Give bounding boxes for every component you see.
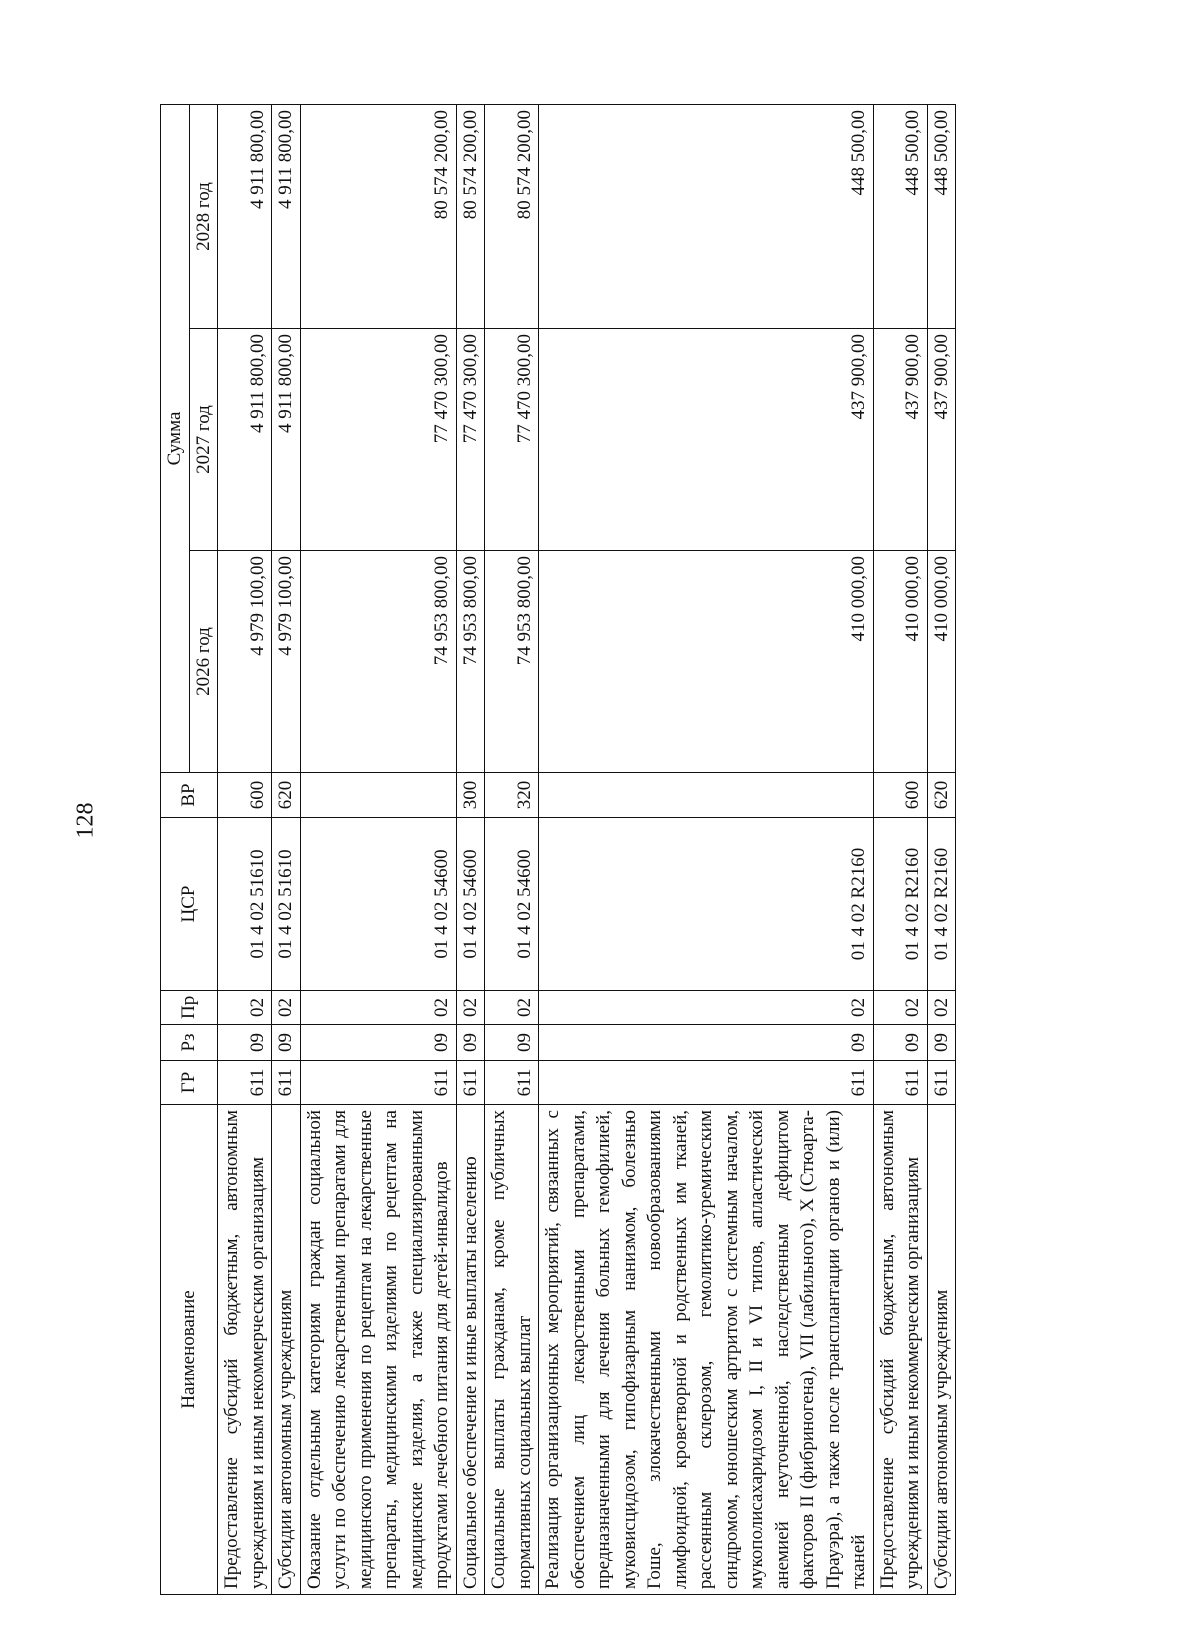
cell-2026: 74 953 800,00 [300,551,456,773]
cell-2028: 448 500,00 [539,104,874,328]
cell-gr: 611 [927,1061,956,1105]
cell-2027: 4 911 800,00 [218,329,272,551]
cell-pr: 02 [873,991,927,1025]
cell-rz: 09 [300,1025,456,1061]
header-row-main [161,104,190,1594]
cell-vr: 600 [218,773,272,818]
cell-vr [539,773,874,818]
cell-2028: 448 500,00 [873,104,927,328]
cell-gr: 611 [456,1061,485,1105]
cell-csr: 01 4 02 R2160 [539,818,874,991]
cell-pr: 02 [485,991,539,1025]
header-csr: ЦСР [161,818,218,991]
cell-csr: 01 4 02 54600 [485,818,539,991]
table-row [218,104,272,1594]
table-row [485,104,539,1594]
cell-gr: 611 [218,1061,272,1105]
cell-rz: 09 [927,1025,956,1061]
cell-2026: 410 000,00 [873,551,927,773]
cell-2028: 4 911 800,00 [272,104,301,328]
cell-name: Субсидии автономным учреждениям [927,1105,956,1595]
budget-table [160,104,956,1595]
cell-2027: 4 911 800,00 [272,329,301,551]
cell-name: Субсидии автономным учреждениям [272,1105,301,1595]
cell-2026: 74 953 800,00 [456,551,485,773]
cell-2027: 77 470 300,00 [300,329,456,551]
cell-2026: 4 979 100,00 [272,551,301,773]
table-row [272,104,301,1594]
page-number [66,780,106,860]
cell-csr: 01 4 02 54600 [456,818,485,991]
rotated-content [160,105,1018,1595]
cell-name: Предоставление субсидий бюджетным, автономным учреждениям и иным некоммерческим организациям [218,1105,272,1595]
cell-gr: 611 [485,1061,539,1105]
cell-pr: 02 [218,991,272,1025]
cell-csr: 01 4 02 R2160 [873,818,927,991]
cell-pr: 02 [927,991,956,1025]
cell-gr: 611 [873,1061,927,1105]
header-gr: ГР [161,1061,218,1105]
cell-name: Предоставление субсидий бюджетным, автономным учреждениям и иным некоммерческим организациям [873,1105,927,1595]
cell-csr: 01 4 02 51610 [218,818,272,991]
header-name: Наименование [161,1105,218,1595]
header-sum: Сумма [161,104,190,772]
header-rz: Рз [161,1025,218,1061]
cell-csr: 01 4 02 54600 [300,818,456,991]
cell-2027: 77 470 300,00 [456,329,485,551]
cell-2028: 448 500,00 [927,104,956,328]
cell-rz: 09 [485,1025,539,1061]
cell-rz: 09 [539,1025,874,1061]
cell-2026: 4 979 100,00 [218,551,272,773]
cell-2027: 437 900,00 [873,329,927,551]
cell-vr: 620 [272,773,301,818]
cell-2028: 80 574 200,00 [456,104,485,328]
cell-vr: 320 [485,773,539,818]
cell-pr: 02 [456,991,485,1025]
table-row [927,104,956,1594]
cell-2027: 77 470 300,00 [485,329,539,551]
cell-rz: 09 [456,1025,485,1061]
cell-vr: 620 [927,773,956,818]
cell-rz: 09 [272,1025,301,1061]
table-row [456,104,485,1594]
cell-name: Оказание отдельным категориям граждан социальной услуги по обеспечению лекарственными препаратами для медицинского применения по рецептам на лекарственные препараты, медицинскими изделиями по рецептам на медицинские изделия, а также специализированными продуктами лечебного питания для детей-инвалидов [300,1105,456,1595]
cell-2028: 80 574 200,00 [300,104,456,328]
table-rotation-frame [160,105,1018,1595]
cell-2028: 80 574 200,00 [485,104,539,328]
cell-2028: 4 911 800,00 [218,104,272,328]
cell-pr: 02 [272,991,301,1025]
cell-name: Социальные выплаты гражданам, кроме публичных нормативных социальных выплат [485,1105,539,1595]
cell-csr: 01 4 02 R2160 [927,818,956,991]
cell-2027: 437 900,00 [539,329,874,551]
cell-2026: 410 000,00 [927,551,956,773]
cell-name: Реализация организационных мероприятий, связанных с обеспечением лиц лекарственными препаратами, предназначенными для лечения больных гемофилией, муковисцидозом, гипофизарным нанизмом, болезнью Гоше, злокачественными новообразованиями лимфоидной, кроветворной и родственных им тканей, рассеянным склерозом, гемолитико-уремическим синдромом, юношеским артритом с системным началом, мукополисахаридозом I, II и VI типов, апластической анемией неуточненной, наследственным дефицитом факторов II (фибриногена), VII (лабильного), X (Стюарта-Прауэра), а также после трансплантации органов и (или) тканей [539,1105,874,1595]
table-row [539,104,874,1594]
header-year-2026: 2026 год [189,551,218,773]
cell-vr: 600 [873,773,927,818]
cell-2026: 410 000,00 [539,551,874,773]
table-row [300,104,456,1594]
cell-csr: 01 4 02 51610 [272,818,301,991]
header-vr: ВР [161,773,218,818]
header-year-2027: 2027 год [189,329,218,551]
cell-rz: 09 [218,1025,272,1061]
header-pr: Пр [161,991,218,1025]
table-header [161,104,218,1594]
cell-gr: 611 [300,1061,456,1105]
cell-2027: 437 900,00 [927,329,956,551]
cell-gr: 611 [272,1061,301,1105]
cell-gr: 611 [539,1061,874,1105]
cell-vr: 300 [456,773,485,818]
cell-pr: 02 [300,991,456,1025]
table-body [218,104,956,1594]
cell-name: Социальное обеспечение и иные выплаты населению [456,1105,485,1595]
table-row [873,104,927,1594]
header-year-2028: 2028 год [189,104,218,328]
cell-rz: 09 [873,1025,927,1061]
cell-pr: 02 [539,991,874,1025]
page-number-text: 128 [72,802,99,838]
cell-vr [300,773,456,818]
cell-2026: 74 953 800,00 [485,551,539,773]
